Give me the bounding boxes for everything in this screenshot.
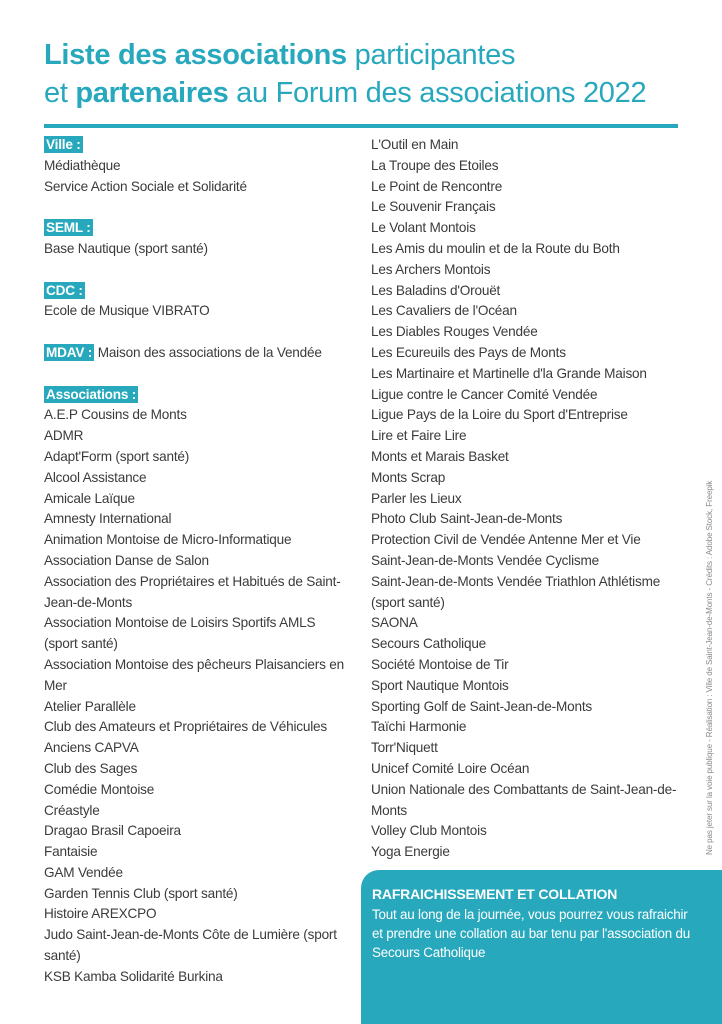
association-item: Les Cavaliers de l'Océan (371, 303, 517, 319)
association-item: Histoire AREXCPO (44, 906, 157, 922)
mdav-heading: MDAV : (46, 344, 93, 360)
mdav-row (44, 343, 352, 364)
association-item: KSB Kamba Solidarité Burkina (44, 968, 223, 984)
association-item: Alcool Assistance (44, 469, 147, 485)
association-item: Amicale Laïque (44, 490, 135, 506)
left-column (44, 135, 352, 988)
association-item: Les Archers Montois (371, 261, 491, 277)
refresh-title: RAFRAICHISSEMENT ET COLLATION (372, 886, 618, 902)
associations-list-right (371, 135, 681, 863)
association-item: A.E.P Cousins de Monts (44, 407, 187, 423)
association-item: Le Point de Rencontre (371, 178, 503, 194)
association-item: Les Baladins d'Orouët (371, 282, 501, 298)
association-item: Créastyle (44, 802, 100, 818)
cdc-heading: CDC : (46, 282, 83, 298)
association-item: Le Souvenir Français (371, 199, 496, 215)
association-item: Atelier Parallèle (44, 698, 136, 714)
cdc-item: Ecole de Musique VIBRATO (44, 303, 210, 319)
ville-item: Service Action Sociale et Solidarité (44, 178, 247, 194)
title-participantes: participantes (346, 39, 516, 71)
title-forum: au Forum des associations 2022 (228, 77, 647, 109)
ville-list (44, 156, 352, 198)
association-item: Club des Amateurs et Propriétaires de Véhicules Anciens CAPVA (44, 719, 328, 756)
cdc-list (44, 301, 352, 322)
title-bold-partenaires: partenaires (75, 77, 229, 109)
seml-heading: SEML : (46, 220, 91, 236)
association-item: Torr'Niquett (371, 740, 438, 756)
association-item: Société Montoise de Tir (371, 656, 509, 672)
association-item: Volley Club Montois (371, 823, 487, 839)
association-item: Association des Propriétaires et Habitués de Saint-Jean-de-Monts (44, 573, 341, 610)
association-item: Les Ecureuils des Pays de Monts (371, 344, 566, 360)
association-item: Saint-Jean-de-Monts Vendée Triathlon Athlétisme (sport santé) (371, 573, 661, 610)
association-item: ADMR (44, 428, 84, 444)
association-item: Club des Sages (44, 760, 138, 776)
ville-item: Médiathèque (44, 157, 121, 173)
association-item: Association Montoise de Loisirs Sportifs AMLS (sport santé) (44, 615, 316, 652)
association-item: Animation Montoise de Micro-Informatique (44, 532, 292, 548)
title-et: et (44, 77, 76, 109)
refresh-text: Tout au long de la journée, vous pourrez vous rafraichir et prendre une collation au bar tenu par l'association du Secours Catholique (372, 907, 690, 960)
association-item: L'Outil en Main (371, 137, 459, 152)
association-item: Lire et Faire Lire (371, 428, 467, 444)
association-item: Dragao Brasil Capoeira (44, 823, 181, 839)
association-item: Le Volant Montois (371, 220, 476, 236)
association-item: Secours Catholique (371, 636, 487, 652)
association-item: SAONA (371, 615, 418, 631)
mdav-text: Maison des associations de la Vendée (94, 344, 322, 360)
association-item: Taïchi Harmonie (371, 719, 467, 735)
association-item: Union Nationale des Combattants de Saint-Jean-de-Monts (371, 781, 677, 818)
association-item: Photo Club Saint-Jean-de-Monts (371, 511, 563, 527)
association-item: Unicef Comité Loire Océan (371, 760, 530, 776)
association-item: Monts Scrap (371, 469, 446, 485)
association-item: Yoga Energie (371, 844, 450, 860)
association-item: Association Montoise des pêcheurs Plaisanciers en Mer (44, 656, 345, 693)
association-item: Monts et Marais Basket (371, 448, 509, 464)
association-item: Saint-Jean-de-Monts Vendée Cyclisme (371, 552, 599, 568)
association-item: Ligue contre le Cancer Comité Vendée (371, 386, 598, 402)
association-item: Association Danse de Salon (44, 552, 209, 568)
title-line-1 (44, 36, 684, 74)
association-item: Adapt'Form (sport santé) (44, 448, 190, 464)
seml-list (44, 239, 352, 260)
refresh-box (361, 870, 722, 1024)
association-item: La Troupe des Etoiles (371, 157, 499, 173)
association-item: Comédie Montoise (44, 781, 155, 797)
seml-item: Base Nautique (sport santé) (44, 240, 208, 256)
right-column (371, 135, 681, 863)
page-title (44, 36, 684, 112)
association-item: Les Amis du moulin et de la Route du Both (371, 240, 620, 256)
title-bold-associations: Liste des associations (44, 39, 347, 71)
association-item: Judo Saint-Jean-de-Monts Côte de Lumière (sport santé) (44, 927, 337, 964)
associations-list-left (44, 405, 352, 987)
association-item: Sport Nautique Montois (371, 677, 509, 693)
title-divider (44, 124, 678, 128)
association-item: Ligue Pays de la Loire du Sport d'Entreprise (371, 407, 628, 423)
association-item: Les Diables Rouges Vendée (371, 324, 538, 340)
association-item: Sporting Golf de Saint-Jean-de-Monts (371, 698, 592, 714)
association-item: Garden Tennis Club (sport santé) (44, 885, 238, 901)
association-item: Fantaisie (44, 844, 98, 860)
ville-heading: Ville : (46, 137, 81, 152)
credits-text: Ne pas jeter sur la voie publique - Réalisation : Ville de Saint-Jean-de-Monts - Crédits : Adobe Stock, Freepik (705, 480, 714, 855)
association-item: Parler les Lieux (371, 490, 462, 506)
association-item: Amnesty International (44, 511, 172, 527)
title-line-2 (44, 74, 684, 112)
association-item: GAM Vendée (44, 864, 123, 880)
associations-heading: Associations : (46, 386, 137, 402)
association-item: Protection Civil de Vendée Antenne Mer et Vie (371, 532, 641, 548)
association-item: Les Martinaire et Martinelle d'la Grande Maison (371, 365, 647, 381)
